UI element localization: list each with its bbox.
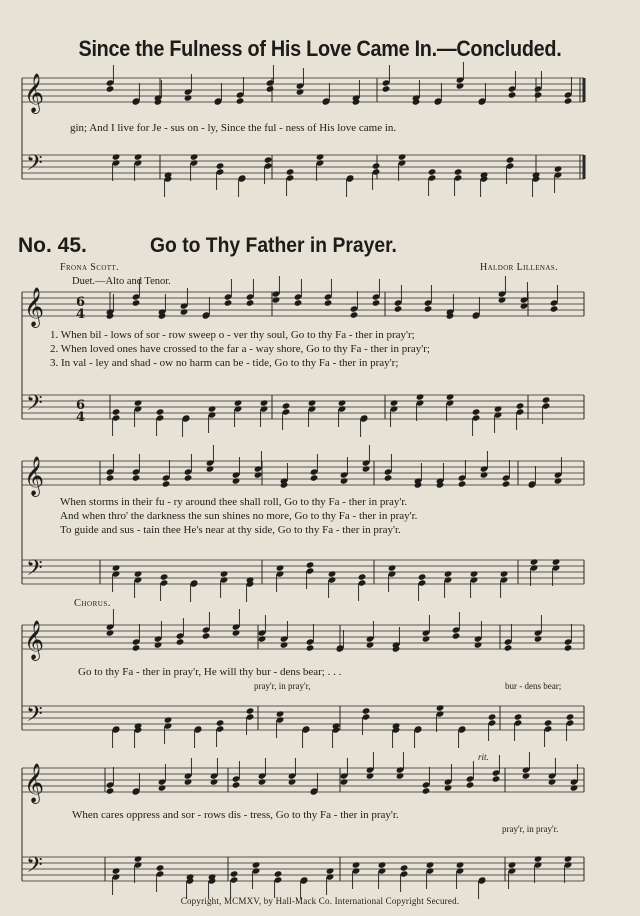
notehead (306, 644, 315, 651)
bass-clef-icon: 𝄢 (26, 391, 43, 421)
notehead (276, 710, 285, 717)
hymn-number: No. 45. (18, 234, 87, 257)
performance-direction: Duet.—Alto and Tenor. (72, 276, 171, 287)
notehead (352, 861, 361, 868)
notehead (362, 465, 371, 472)
time-signature: 4 (76, 307, 86, 322)
notehead (294, 299, 303, 306)
notehead (436, 704, 445, 711)
treble-clef-icon: 𝄞 (24, 287, 45, 327)
bass-clef-icon: 𝄢 (26, 151, 43, 181)
notehead (158, 784, 167, 791)
notehead (276, 564, 285, 571)
lyric-chorus-line1: Go to thy Fa - ther in pray'r, He will thy bur - dens bear; . . . (78, 666, 342, 678)
notehead (564, 855, 573, 862)
notehead (164, 716, 173, 723)
ritardando-mark: rit. (478, 752, 489, 762)
notehead (184, 778, 193, 785)
notehead (400, 864, 409, 871)
notehead (504, 644, 513, 651)
notehead (340, 477, 349, 484)
time-signature: 6 (76, 398, 86, 413)
notehead (338, 399, 347, 406)
time-signature: 4 (76, 410, 86, 425)
notehead (366, 772, 375, 779)
notehead (534, 855, 543, 862)
notehead (508, 91, 517, 98)
notehead (274, 870, 283, 877)
notehead (444, 784, 453, 791)
notehead (132, 474, 141, 481)
staff-2-bass (22, 560, 584, 584)
notehead (264, 156, 273, 163)
notes (106, 62, 579, 899)
notehead (132, 644, 141, 651)
notehead (210, 778, 219, 785)
clefs (24, 73, 85, 883)
staff-2-treble (22, 461, 584, 485)
treble-clef-icon: 𝄞 (24, 763, 45, 803)
notehead (548, 778, 557, 785)
bass-clef-icon: 𝄢 (26, 556, 43, 586)
notehead (424, 305, 433, 312)
notehead (534, 635, 543, 642)
notehead (112, 867, 121, 874)
notehead (456, 861, 465, 868)
notehead (474, 641, 483, 648)
notehead (134, 399, 143, 406)
notehead (202, 632, 211, 639)
notehead (266, 85, 275, 92)
notehead (324, 299, 333, 306)
notehead (280, 641, 289, 648)
notehead (362, 707, 371, 714)
notehead (466, 781, 475, 788)
notehead (308, 399, 317, 406)
notehead (106, 474, 115, 481)
staff-4-bass (22, 857, 584, 881)
notehead (230, 870, 239, 877)
notehead (134, 855, 143, 862)
notehead (530, 558, 539, 565)
notehead (112, 153, 121, 160)
notehead (106, 787, 115, 794)
composer-credit: Haldor Lillenas. (479, 262, 558, 273)
notehead (470, 570, 479, 577)
notehead (550, 305, 559, 312)
notehead (254, 471, 263, 478)
notehead (554, 477, 563, 484)
notehead (180, 308, 189, 315)
notehead (288, 778, 297, 785)
notehead (252, 861, 261, 868)
notehead (372, 299, 381, 306)
notehead (246, 299, 255, 306)
notehead (418, 573, 427, 580)
notehead (554, 165, 563, 172)
staff-concluded-bass (22, 155, 584, 179)
notehead (506, 156, 515, 163)
notehead (498, 296, 507, 303)
notehead (232, 477, 241, 484)
treble-clef-icon: 𝄞 (24, 456, 45, 496)
notehead (310, 474, 319, 481)
lyric-chorus-alto-a: pray'r, in pray'r, (254, 681, 311, 691)
notehead (516, 402, 525, 409)
notehead (382, 85, 391, 92)
lyric-chorus-alto-b: bur - dens bear; (505, 681, 562, 691)
notehead (570, 784, 579, 791)
notehead (112, 408, 121, 415)
notehead (378, 861, 387, 868)
notehead (456, 82, 465, 89)
hymn-title: Go to Thy Father in Prayer. (150, 234, 397, 257)
lyric-chorus-alto-c: pray'r, in pray'r. (502, 824, 559, 834)
chorus-label: Chorus. (74, 598, 111, 609)
notehead (416, 393, 425, 400)
time-signature: 6 (76, 295, 86, 310)
bass-clef-icon: 𝄢 (26, 853, 43, 883)
notehead (232, 629, 241, 636)
notehead (232, 781, 241, 788)
notehead (444, 570, 453, 577)
notehead (494, 405, 503, 412)
notehead (220, 570, 229, 577)
notehead (234, 399, 243, 406)
notehead (384, 474, 393, 481)
notehead (372, 162, 381, 169)
notehead (428, 168, 437, 175)
notehead (184, 474, 193, 481)
notehead (246, 707, 255, 714)
notehead (542, 396, 551, 403)
notehead (446, 393, 455, 400)
notehead (488, 713, 497, 720)
notehead (340, 778, 349, 785)
notehead (154, 641, 163, 648)
notehead (258, 778, 267, 785)
treble-clef-icon: 𝄞 (24, 620, 45, 660)
lyricist-credit: Frona Scott. (60, 262, 120, 273)
notehead (422, 787, 431, 794)
lyric-verse3-line1: 3. In val - ley and shad - ow no harm can be - tide, Go to thy Fa - ther in pray'r; (50, 357, 399, 369)
notehead (508, 861, 517, 868)
notehead (162, 480, 171, 487)
notehead (306, 561, 315, 568)
notehead (452, 632, 461, 639)
notehead (522, 772, 531, 779)
notehead (282, 402, 291, 409)
notehead (184, 94, 193, 101)
page-title: Since the Fulness of His Love Came In.—Concluded. (78, 36, 562, 61)
notehead (426, 861, 435, 868)
notehead (236, 97, 245, 104)
lyric-verse1-line2: When storms in their fu - ry around thee shall roll, Go to thy Fa - ther in pray'r. (60, 496, 408, 508)
lyric-verse3-line2: To guide and sus - tain thee He's near at thy side, Go to thy Fa - ther in pray'r. (60, 524, 401, 536)
lyric-chorus-line2: When cares oppress and sor - rows dis - tress, Go to thy Fa - ther in pray'r. (72, 809, 399, 821)
bass-clef-icon: 𝄢 (26, 702, 43, 732)
notehead (500, 570, 509, 577)
notehead (454, 168, 463, 175)
notehead (216, 162, 225, 169)
notehead (134, 153, 143, 160)
notehead (514, 713, 523, 720)
notehead (566, 713, 575, 720)
notehead (156, 408, 165, 415)
notehead (112, 564, 121, 571)
notehead (208, 405, 217, 412)
notehead (552, 558, 561, 565)
notehead (366, 641, 375, 648)
notehead (286, 168, 295, 175)
notehead (394, 305, 403, 312)
lyric-concluded: gin; And I live for Je - sus on - ly, Since the ful - ness of His love came in. (70, 122, 397, 134)
notehead (350, 311, 359, 318)
notehead (258, 635, 267, 642)
notehead (458, 480, 467, 487)
notehead (544, 719, 553, 726)
notehead (502, 480, 511, 487)
notehead (106, 629, 115, 636)
notehead (326, 867, 335, 874)
notehead (534, 91, 543, 98)
lyric-verse2-line1: 2. When loved ones have crossed to the far a - way shore, Go to thy Fa - ther in pray'r; (50, 343, 430, 355)
notehead (156, 864, 165, 871)
notehead (132, 299, 141, 306)
notehead (224, 299, 233, 306)
notehead (422, 635, 431, 642)
notehead (296, 88, 305, 95)
lyric-verse1-line1: 1. When bil - lows of sor - row sweep o - ver thy soul, Go to thy Fa - ther in pray'r; (50, 329, 415, 341)
notehead (106, 85, 115, 92)
notehead (216, 719, 225, 726)
notehead (390, 399, 399, 406)
notehead (396, 772, 405, 779)
treble-clef-icon: 𝄞 (24, 73, 45, 113)
notehead (564, 97, 573, 104)
notehead (520, 302, 529, 309)
notehead (260, 399, 269, 406)
notehead (206, 465, 215, 472)
notehead (480, 471, 489, 478)
notehead (272, 296, 281, 303)
notehead (358, 573, 367, 580)
copyright-notice: Copyright, MCMXV, by Hall-Mack Co. International Copyright Secured. (180, 896, 460, 906)
notehead (388, 564, 397, 571)
notehead (328, 570, 337, 577)
notehead (492, 775, 501, 782)
notehead (176, 638, 185, 645)
notehead (134, 570, 143, 577)
notehead (160, 573, 169, 580)
lyric-verse2-line2: And when thro' the darkness the sun shines no more, Go to thy Fa - ther in pray'r. (60, 510, 418, 522)
notehead (472, 408, 481, 415)
notehead (398, 153, 407, 160)
notehead (316, 153, 325, 160)
notehead (190, 153, 199, 160)
notehead (564, 644, 573, 651)
